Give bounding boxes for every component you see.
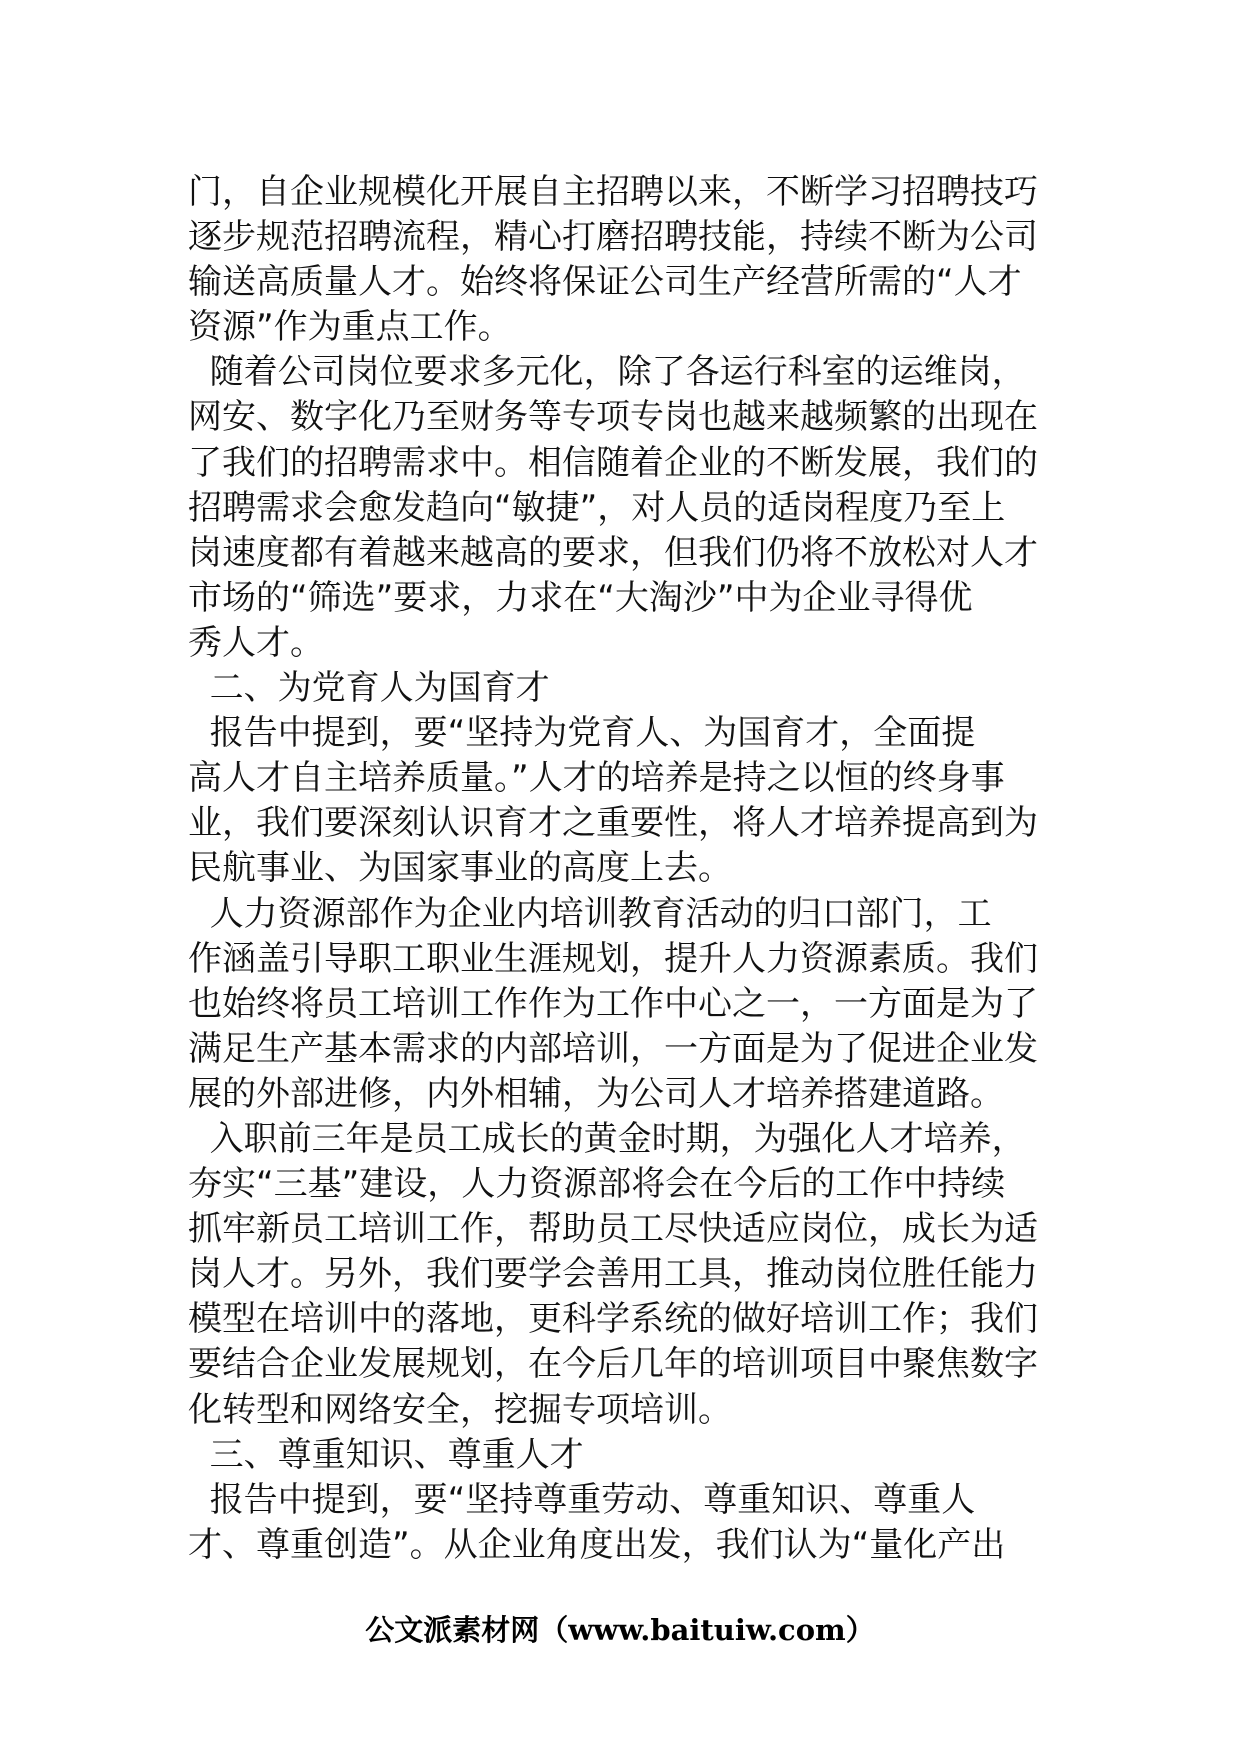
- text-line: 岗人才。另外，我们要学会善用工具，推动岗位胜任能力: [188, 1254, 1038, 1295]
- text-line: 抓牢新员工培训工作，帮助员工尽快适应岗位，成长为适: [188, 1209, 1038, 1250]
- text-line: 逐步规范招聘流程，精心打磨招聘技能，持续不断为公司: [188, 217, 1038, 258]
- text-line: 岗速度都有着越来越高的要求，但我们仍将不放松对人才: [188, 532, 1038, 573]
- text-line: 招聘需求会愈发趋向“敏捷”，对人员的适岗程度乃至上: [188, 487, 1006, 528]
- text-line: 夯实“三基”建设，人力资源部将会在今后的工作中持续: [188, 1164, 1006, 1205]
- text-line: 资源”作为重点工作。: [188, 307, 512, 348]
- section-heading: 三、尊重知识、尊重人才: [188, 1434, 584, 1475]
- text-line: 门，自企业规模化开展自主招聘以来，不断学习招聘技巧: [188, 172, 1038, 212]
- text-line: 展的外部进修，内外相辅，为公司人才培养搭建道路。: [188, 1073, 1004, 1114]
- text-line: 人力资源部作为企业内培训教育活动的归口部门，工: [188, 893, 992, 934]
- text-line: 民航事业、为国家事业的高度上去。: [188, 848, 732, 889]
- text-line: 市场的“筛选”要求，力求在“大淘沙”中为企业寻得优: [188, 577, 973, 618]
- text-line: 网安、数字化乃至财务等专项专岗也越来越频繁的出现在: [188, 397, 1038, 438]
- text-line: 才、尊重创造”。从企业角度出发，我们认为“量化产出: [188, 1524, 1006, 1565]
- text-line: 秀人才。: [188, 622, 324, 663]
- text-line: 要结合企业发展规划，在今后几年的培训项目中聚焦数字: [188, 1344, 1038, 1385]
- text-line: 高人才自主培养质量。”人才的培养是持之以恒的终身事: [188, 758, 1005, 799]
- text-line: 报告中提到，要“坚持尊重劳动、尊重知识、尊重人: [188, 1479, 976, 1520]
- text-line: 了我们的招聘需求中。相信随着企业的不断发展，我们的: [188, 442, 1038, 483]
- text-line: 也始终将员工培训工作作为工作中心之一，一方面是为了: [188, 983, 1038, 1024]
- section-heading: 二、为党育人为国育才: [188, 668, 550, 709]
- text-line: 业，我们要深刻认识育才之重要性，将人才培养提高到为: [188, 803, 1038, 844]
- text-line: 模型在培训中的落地，更科学系统的做好培训工作；我们: [188, 1299, 1038, 1340]
- text-line: 输送高质量人才。始终将保证公司生产经营所需的“人才: [188, 262, 1022, 303]
- text-line: 入职前三年是员工成长的黄金时期，为强化人才培养，: [188, 1118, 1026, 1159]
- text-line: 满足生产基本需求的内部培训，一方面是为了促进企业发: [188, 1028, 1038, 1069]
- text-line: 报告中提到，要“坚持为党育人、为国育才，全面提: [188, 713, 976, 754]
- text-line: 化转型和网络安全，挖掘专项培训。: [188, 1389, 732, 1430]
- text-line: 作涵盖引导职工职业生涯规划，提升人力资源素质。我们: [188, 938, 1038, 979]
- footer-watermark: 公文派素材网（www.baituiw.com）: [365, 1613, 875, 1647]
- text-line: 随着公司岗位要求多元化，除了各运行科室的运维岗，: [188, 352, 1026, 393]
- document-body: [188, 170, 1064, 1568]
